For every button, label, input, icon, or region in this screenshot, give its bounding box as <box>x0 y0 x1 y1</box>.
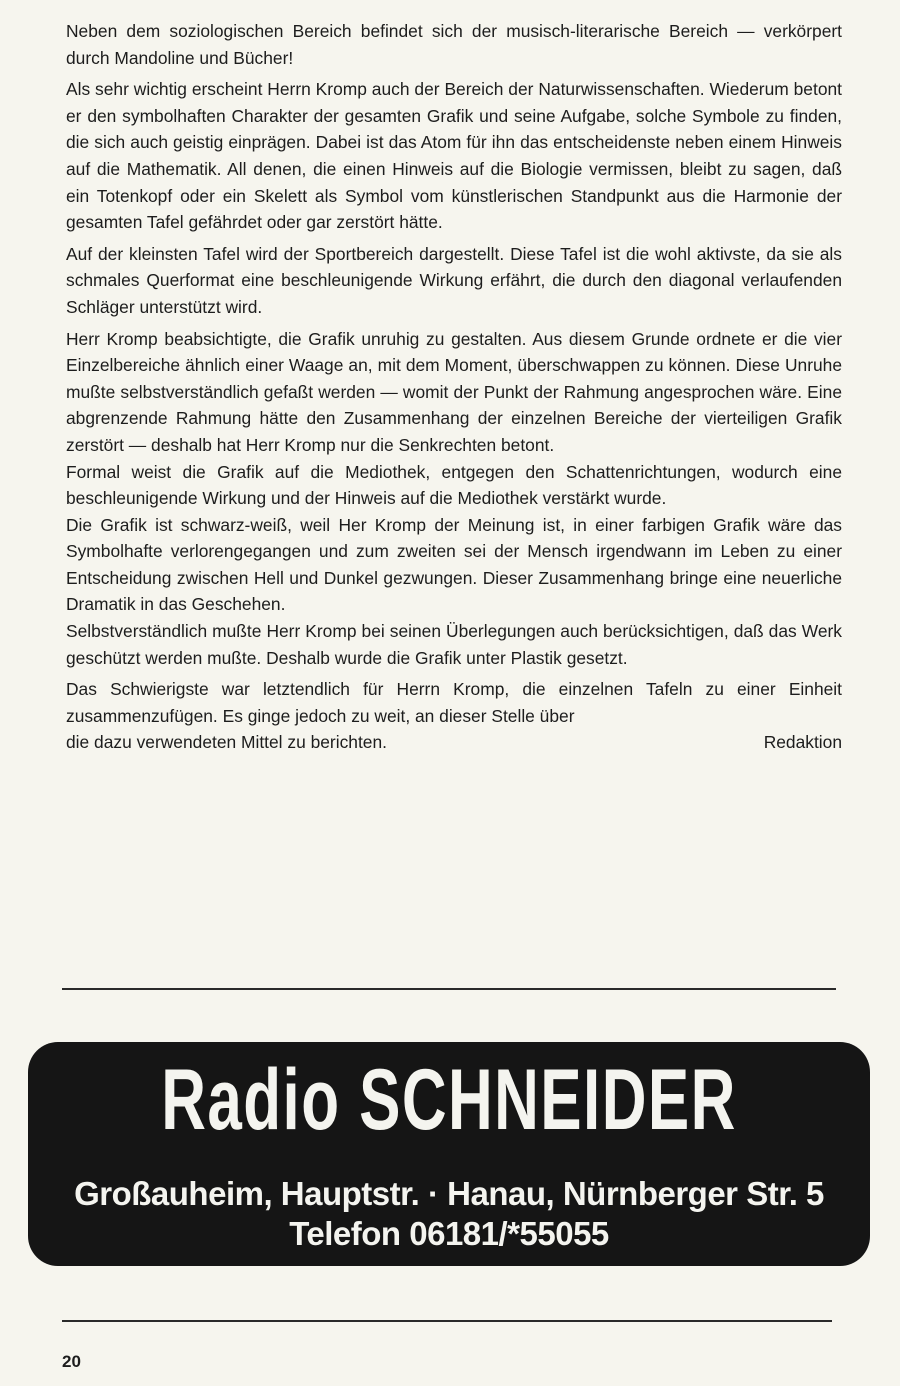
final-paragraph-end: die dazu verwendeten Mittel zu berichten. <box>66 732 387 753</box>
final-paragraph-lead: Das Schwierigste war letztendlich für Herrn Kromp, die einzelnen Tafeln zu einer Einheit zusammenzufügen. Es ginge jedoch zu weit, an dieser Stelle über <box>66 679 842 726</box>
ad-phone: Telefon 06181/*55055 <box>289 1215 609 1252</box>
paragraph-naturwissenschaften: Als sehr wichtig erscheint Herrn Kromp auch der Bereich der Naturwissenschaften. Wiederum betont er den symbolhaften Charakter der gesamten Grafik und seine Aufgabe, solche Symbole zu finden, die sich auch geistig einprägen. Dabei ist das Atom für ihn das entscheidenste neben einem Hinweis auf die Mathematik. All denen, die einen Hinweis auf die Biologie vermissen, bleibt zu sagen, daß ein Totenkopf oder ein Skelett als Symbol vom künstlerischen Standpunkt aus die Harmonie der gesamten Tafel gefährdet oder gar zerstört hätte. <box>66 79 842 233</box>
paragraph-unruhe: Herr Kromp beabsichtigte, die Grafik unruhig zu gestalten. Aus diesem Grunde ordnete er die vier Einzelbereiche ähnlich einer Waage an, mit dem Moment, überschwappen zu können. Diese Unruhe mußte selbstverständlich gefaßt werden — womit der Punkt der Rahmung angesprochen wäre. Eine abgrenzende Rahmung hätte den Zusammenhang der einzelnen Bereiche der vierteiligen Grafik zerstört — deshalb hat Herr Kromp nur die Senkrechten betont. <box>66 328 842 455</box>
ad-address: Großauheim, Hauptstr. · Hanau, Nürnberger Str. 5 <box>74 1175 824 1212</box>
article-body <box>66 18 842 756</box>
divider-top <box>62 988 836 990</box>
signature: Redaktion <box>763 732 842 753</box>
paragraph-schutz: Selbstverständlich mußte Herr Kromp bei seinen Überlegungen auch berücksichtigen, daß das Werk geschützt werden mußte. Deshalb wurde die Grafik unter Plastik gesetzt. <box>66 621 842 668</box>
ad-title: Radio SCHNEIDER <box>161 1052 737 1148</box>
paragraph-final <box>66 676 842 756</box>
paragraph-formal: Formal weist die Grafik auf die Mediothek, entgegen den Schattenrichtungen, wodurch eine beschleunigende Wirkung und der Hinweis auf die Mediothek verstärkt wurde. <box>66 461 842 509</box>
final-line <box>66 729 842 756</box>
page-number: 20 <box>62 1352 81 1371</box>
paragraph-schwarz-weiss: Die Grafik ist schwarz-weiß, weil Her Kromp der Meinung ist, in einer farbigen Grafik wäre das Symbolhafte verlorengegangen und zum zweiten sei der Mensch irgendwann im Leben zu einer Entscheidung zwischen Hell und Dunkel gezwungen. Dieser Zusammenhang bringe eine neuerliche Dramatik in das Geschehen. <box>66 514 842 615</box>
paragraph-sport: Auf der kleinsten Tafel wird der Sportbereich dargestellt. Diese Tafel ist die wohl aktivste, da sie als schmales Querformat eine beschleunigende Wirkung erfährt, die durch den diagonal verlaufenden Schläger unterstützt wird. <box>66 243 842 317</box>
divider-bottom <box>62 1320 832 1322</box>
paragraph-musisch: Neben dem soziologischen Bereich befindet sich der musisch-literarische Bereich — verkörpert durch Mandoline und Bücher! <box>66 21 842 68</box>
radio-schneider-advertisement <box>28 1042 870 1266</box>
